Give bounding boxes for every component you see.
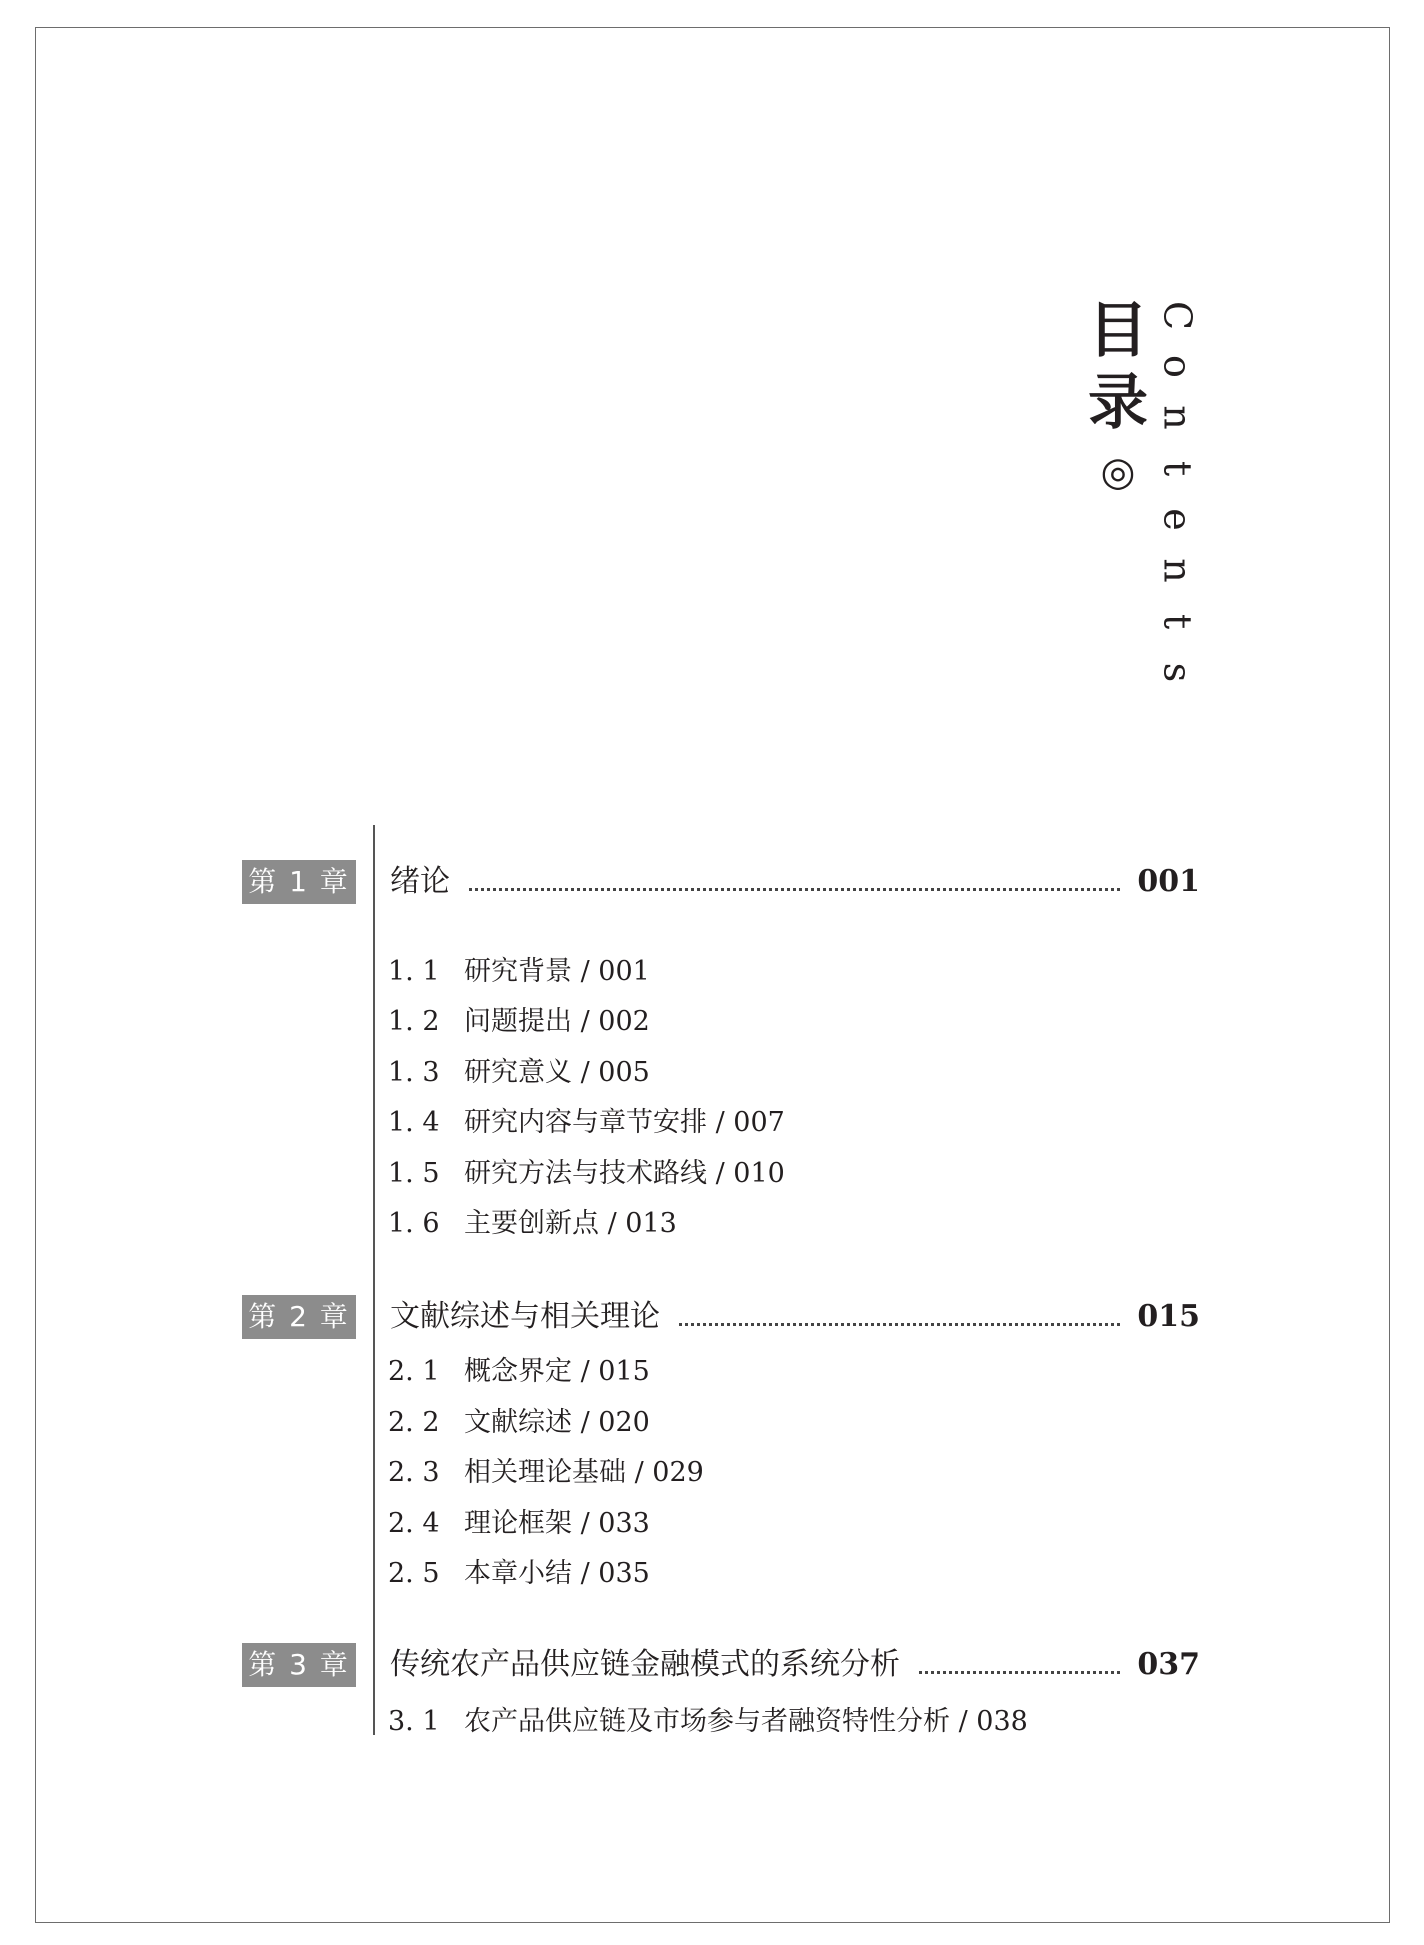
chapter-page: 037: [1125, 1643, 1200, 1687]
toc-title-char: 录: [1088, 368, 1148, 438]
section-title: 研究内容与章节安排 / 007: [464, 1107, 785, 1138]
section-entry[interactable]: [388, 1204, 677, 1244]
section-title: 研究方法与技术路线 / 010: [464, 1158, 785, 1189]
section-number: 1. 3: [388, 1057, 440, 1088]
section-title: 概念界定 / 015: [464, 1356, 650, 1387]
chapter-badge: 第 3 章: [242, 1643, 356, 1687]
toc-divider-line: [373, 825, 375, 1735]
section-entry[interactable]: [388, 1403, 650, 1443]
section-entry[interactable]: [388, 1453, 704, 1493]
section-entry[interactable]: [388, 1154, 785, 1194]
contents-label: [1155, 290, 1200, 698]
section-title: 本章小结 / 035: [464, 1558, 650, 1589]
dot-leader: [390, 888, 1120, 891]
chapter-page: 001: [1125, 860, 1200, 904]
toc-title: [1083, 295, 1153, 439]
section-entry[interactable]: [388, 1504, 650, 1544]
section-number: 1. 1: [388, 956, 440, 987]
contents-char: o: [1155, 355, 1200, 378]
section-title: 理论框架 / 033: [464, 1508, 650, 1539]
chapter-entry[interactable]: [242, 1295, 1200, 1339]
section-entry[interactable]: [388, 1352, 650, 1392]
section-title: 问题提出 / 002: [464, 1006, 650, 1037]
section-number: 3. 1: [388, 1706, 440, 1737]
section-number: 1. 5: [388, 1158, 440, 1189]
section-number: 2. 2: [388, 1407, 440, 1438]
section-title: 农产品供应链及市场参与者融资特性分析 / 038: [464, 1706, 1028, 1737]
section-title: 文献综述 / 020: [464, 1407, 650, 1438]
toc-title-char: 目: [1088, 296, 1148, 366]
section-title: 研究背景 / 001: [464, 956, 650, 987]
section-number: 1. 2: [388, 1006, 440, 1037]
section-title: 主要创新点 / 013: [464, 1208, 677, 1239]
section-entry[interactable]: [388, 1554, 650, 1594]
section-number: 2. 3: [388, 1457, 440, 1488]
section-title: 相关理论基础 / 029: [464, 1457, 704, 1488]
section-title: 研究意义 / 005: [464, 1057, 650, 1088]
section-entry[interactable]: [388, 1103, 785, 1143]
circle-mark-icon: ◎: [1100, 449, 1136, 495]
section-number: 1. 4: [388, 1107, 440, 1138]
chapter-entry[interactable]: [242, 860, 1200, 904]
contents-char: e: [1155, 508, 1200, 531]
chapter-title: 文献综述与相关理论: [390, 1295, 678, 1339]
section-number: 2. 5: [388, 1558, 440, 1589]
section-entry[interactable]: [388, 1053, 650, 1093]
contents-char: t: [1155, 613, 1200, 630]
chapter-entry[interactable]: [242, 1643, 1200, 1687]
section-entry[interactable]: [388, 1702, 1028, 1742]
section-number: 2. 1: [388, 1356, 440, 1387]
contents-char: s: [1155, 662, 1200, 683]
contents-char: t: [1155, 460, 1200, 477]
chapter-title: 绪论: [390, 860, 468, 904]
chapter-badge: 第 2 章: [242, 1295, 356, 1339]
chapter-page: 015: [1125, 1295, 1200, 1339]
section-entry[interactable]: [388, 1002, 650, 1042]
chapter-title: 传统农产品供应链金融模式的系统分析: [390, 1643, 918, 1687]
contents-char: n: [1155, 558, 1200, 583]
section-number: 1. 6: [388, 1208, 440, 1239]
contents-char: C: [1155, 300, 1200, 331]
chapter-badge: 第 1 章: [242, 860, 356, 904]
contents-char: n: [1155, 405, 1200, 430]
section-number: 2. 4: [388, 1508, 440, 1539]
section-entry[interactable]: [388, 952, 650, 992]
